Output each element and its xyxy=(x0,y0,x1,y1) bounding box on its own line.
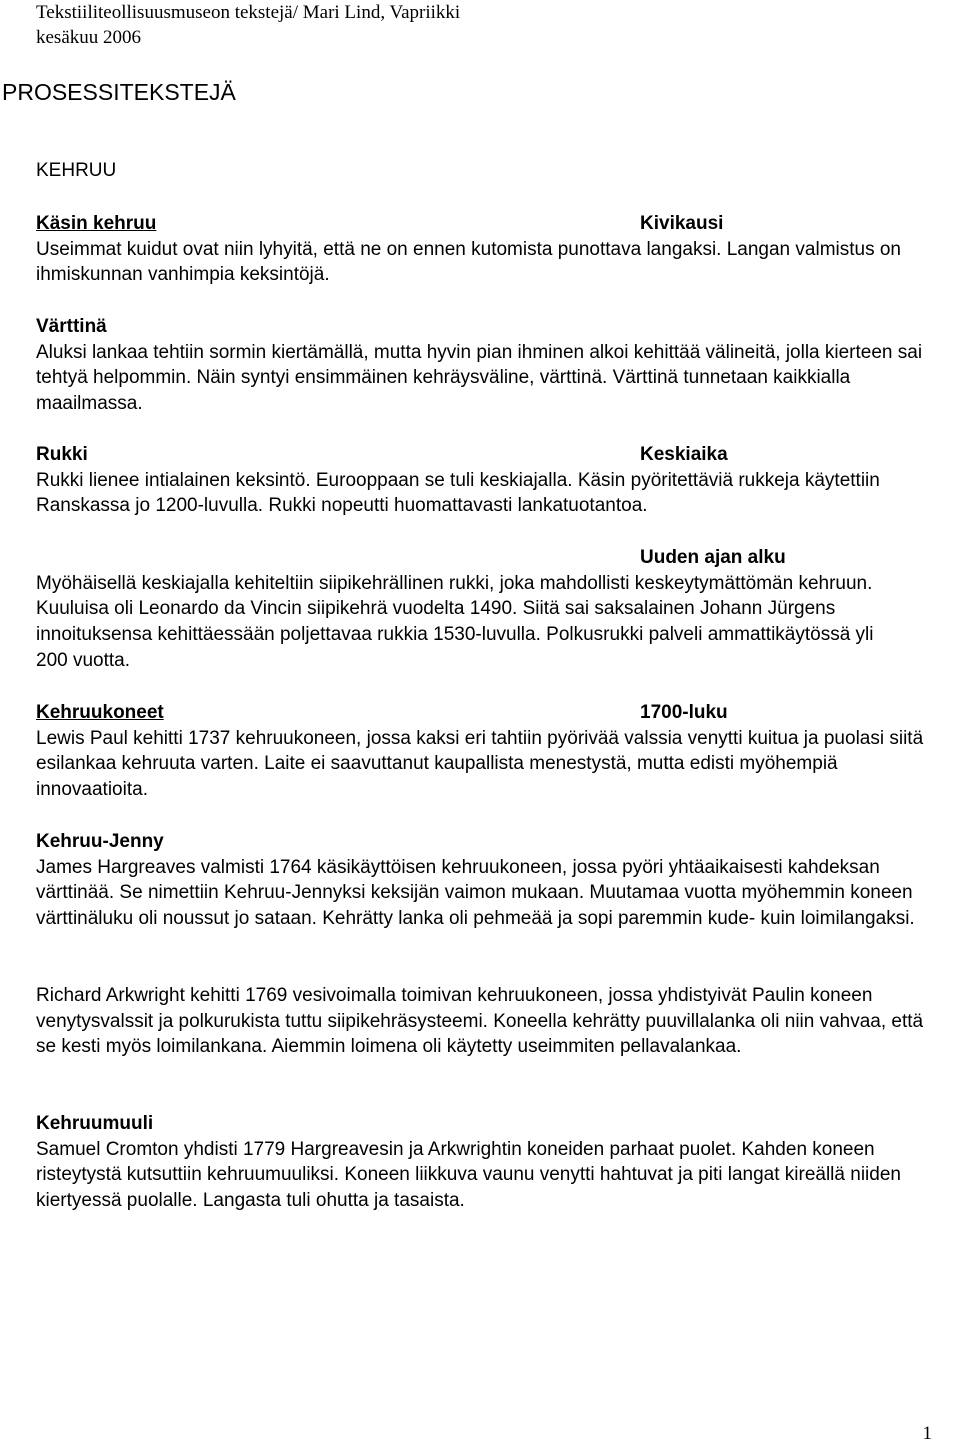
subheading-row xyxy=(36,211,960,237)
subheading-kehruumuuli: Kehruumuuli xyxy=(36,1113,154,1134)
section-heading: KEHRUU xyxy=(36,160,117,181)
era-label-uuden-ajan-alku: Uuden ajan alku xyxy=(640,547,786,568)
paragraph-kehruumuuli: Samuel Cromton yhdisti 1779 Hargreavesin ja Arkwrightin koneiden parhaat puolet. Kahden koneen risteytystä kutsuttiin kehruumuuliksi. Koneen liikkuva vaunu venytti hahtuvat ja piti langat kireällä niiden kiertyessä puolalle. Langasta tuli ohutta ja tasaista. xyxy=(36,1138,901,1212)
subheading-row xyxy=(36,442,960,468)
subheading-kehruu-jenny: Kehruu-Jenny xyxy=(36,831,164,852)
subheading-kasin-kehruu: Käsin kehruu xyxy=(36,213,157,234)
section-kehruukoneet xyxy=(36,700,960,803)
paragraph-uuden-ajan-alku: Myöhäisellä keskiajalla kehiteltiin siipikehrällinen rukki, joka mahdollisti keskeytymättömän kehruun. Kuuluisa oli Leonardo da Vincin siipikehrä vuodelta 1490. Siitä sai saksalainen Johann Jürgens innoituksensa kehittäessään poljettavaa rukkia 1530-luvulla. Polkusrukki palveli ammattikäytössä yli 200 vuotta. xyxy=(36,572,874,671)
paragraph-kehruukoneet: Lewis Paul kehitti 1737 kehruukoneen, jossa kaksi eri tahtiin pyörivää valssia venytti kuitua ja puolasi siitä esilankaa kehruuta varten. Laite ei saavuttanut kaupallista menestystä, mutta edisti myöhempiä innovaatioita. xyxy=(36,727,924,801)
paragraph-kasin-kehruu: Useimmat kuidut ovat niin lyhyitä, että ne on ennen kutomista punottava langaksi. Langan valmistus on ihmiskunnan vanhimpia keksintöjä. xyxy=(36,238,902,286)
section-kasin-kehruu xyxy=(36,211,960,288)
subheading-varttina: Värttinä xyxy=(36,316,107,337)
subheading-kehruukoneet: Kehruukoneet xyxy=(36,702,164,723)
section-arkwright xyxy=(36,983,960,1060)
subheading-row xyxy=(36,700,960,726)
paragraph-arkwright: Richard Arkwright kehitti 1769 vesivoimalla toimivan kehruukoneen, jossa yhdistyivät Paulin koneen venytysvalssit ja polkurukista tuttu siipikehräsysteemi. Koneella kehrätty puuvillalanka oli niin vahvaa, että se kesti myös loimilankana. Aiemmin loimena oli käytetty useimmiten pellavalankaa. xyxy=(36,985,924,1058)
document-header xyxy=(36,0,460,50)
section-heading-kehruu xyxy=(36,158,960,184)
section-uuden-ajan-alku xyxy=(36,545,960,674)
subheading-row xyxy=(36,545,960,571)
section-kehruumuuli xyxy=(36,1111,960,1214)
era-label-keskiaika: Keskiaika xyxy=(640,444,728,465)
section-varttina xyxy=(36,314,960,417)
page-number: 1 xyxy=(922,1423,932,1444)
era-label-1700-luku: 1700-luku xyxy=(640,702,728,723)
subheading-rukki: Rukki xyxy=(36,444,88,465)
header-source: Tekstiiliteollisuusmuseon tekstejä/ Mari Lind, Vapriikki xyxy=(36,2,461,23)
paragraph-varttina: Aluksi lankaa tehtiin sormin kiertämällä, mutta hyvin pian ihminen alkoi kehittää välineitä, jolla kierteen sai tehtyä helpommin. Näin syntyi ensimmäinen kehräysväline, värttinä. Värttinä tunnetaan kaikkialla maailmassa. xyxy=(36,341,923,415)
header-date: kesäkuu 2006 xyxy=(36,27,142,48)
page-title: PROSESSITEKSTEJÄ xyxy=(2,79,236,105)
paragraph-rukki: Rukki lienee intialainen keksintö. Eurooppaan se tuli keskiajalla. Käsin pyöritettäviä rukkeja käytettiin Ranskassa jo 1200-luvulla. Rukki nopeutti huomattavasti lankatuotantoa. xyxy=(36,469,880,517)
era-label-kivikausi: Kivikausi xyxy=(640,213,724,234)
section-kehruu-jenny xyxy=(36,829,960,932)
paragraph-kehruu-jenny: James Hargreaves valmisti 1764 käsikäyttöisen kehruukoneen, jossa pyöri yhtäaikaisesti kahdeksan värttinää. Se nimettiin Kehruu-Jennyksi keksijän vaimon mukaan. Muutamaa vuotta myöhemmin koneen värttinäluku oli noussut jo sataan. Kehrätty lanka oli pehmeää ja sopi paremmin kude- kuin loimilangaksi. xyxy=(36,856,915,930)
section-rukki xyxy=(36,442,960,519)
